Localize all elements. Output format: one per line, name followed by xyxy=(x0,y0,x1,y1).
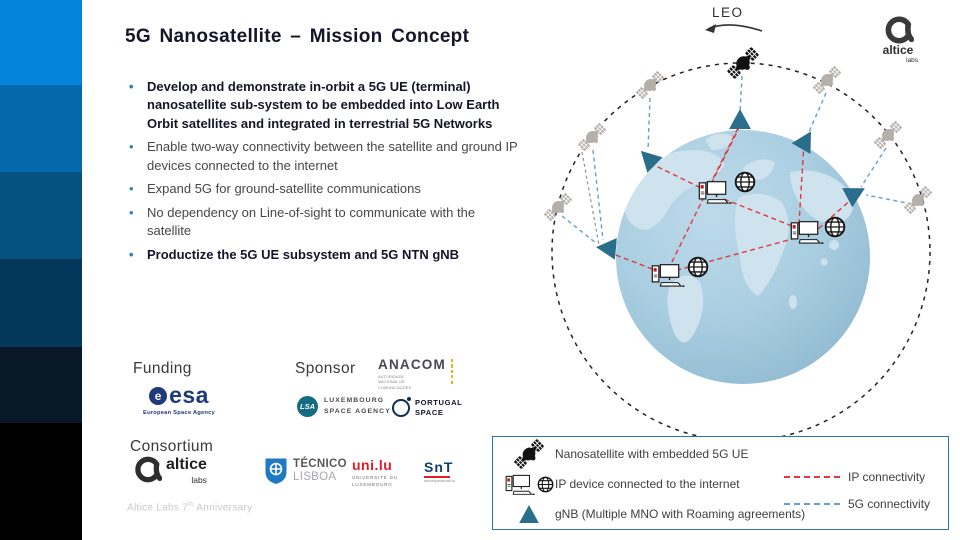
satellite-icon xyxy=(812,65,843,96)
nanosatellite-icon xyxy=(512,437,546,471)
tecnico-line1: TÉCNICO xyxy=(293,457,347,470)
gnb-triangle-icon xyxy=(595,236,617,259)
page-title: 5G Nanosatellite – Mission Concept xyxy=(125,26,470,47)
altice-labs-logo xyxy=(132,456,207,485)
funding-label: Funding xyxy=(133,360,192,377)
legend-connectivity-item xyxy=(784,490,940,517)
bullet-item: • Productize the 5G UE subsystem and 5G NTN gNB xyxy=(121,246,521,264)
satellite-icon xyxy=(577,122,608,153)
stripe-block-1 xyxy=(0,0,82,85)
portugal-space-logo xyxy=(392,398,462,418)
satellite-icon xyxy=(635,70,666,101)
left-color-stripe xyxy=(0,0,82,540)
bullet-list xyxy=(121,78,521,269)
connectivity-label: 5G connectivity xyxy=(848,496,931,511)
legend-connectivity-item xyxy=(784,463,940,490)
esa-subtitle: European Space Agency xyxy=(143,410,215,416)
consortium-label: Consortium xyxy=(130,438,214,455)
tecnico-shield-icon xyxy=(264,457,288,485)
legend-item-label: Nanosatellite with embedded 5G UE xyxy=(555,447,749,461)
ip-device-icon xyxy=(505,473,535,496)
legend xyxy=(492,436,949,530)
legend-item xyxy=(503,499,805,529)
altice-wordmark: altice xyxy=(882,43,914,57)
bullet-item: • Enable two-way connectivity between the satellite and ground IP devices connected to the internet xyxy=(121,138,521,175)
stripe-block-4 xyxy=(0,259,82,347)
sponsor-label: Sponsor xyxy=(295,360,356,377)
stripe-block-5 xyxy=(0,347,82,423)
satellite-icon xyxy=(903,185,934,216)
5g-connectivity-dash-icon xyxy=(784,503,840,505)
tecnico-line2: LISBOA xyxy=(293,471,337,483)
unilu-sub2: LUXEMBOURG xyxy=(352,481,393,487)
luxembourg-space-agency-logo xyxy=(297,396,391,417)
snt-logo xyxy=(424,460,455,483)
legend-item-label: gNB (Multiple MNO with Roaming agreements) xyxy=(555,507,806,521)
anacom-subtitle: AUTORIDADE NACIONAL DE COMUNICAÇÕES xyxy=(378,373,412,390)
leo-direction-arrow xyxy=(705,24,762,33)
portugal-space-circle-icon xyxy=(392,399,410,417)
anacom-wordmark: ANACOM xyxy=(378,357,446,372)
anacom-dots-icon xyxy=(451,358,454,390)
anacom-logo xyxy=(378,358,453,390)
unilu-wordmark: uni.lu xyxy=(352,457,393,473)
bullet-item: • No dependency on Line-of-sight to communicate with the satellite xyxy=(121,204,521,241)
internet-globe-icon xyxy=(537,476,554,493)
gnb-triangle-icon xyxy=(729,109,751,129)
earth-globe xyxy=(616,130,870,384)
esa-logo xyxy=(131,384,227,416)
internet-globe-icon xyxy=(736,173,755,192)
ip-connectivity-dash-icon xyxy=(784,476,840,478)
leo-label: LEO xyxy=(712,5,744,20)
connectivity-label: IP connectivity xyxy=(848,469,926,484)
lsa-circle-icon: LSA xyxy=(297,396,318,417)
bullet-item: • Expand 5G for ground-satellite communications xyxy=(121,180,521,198)
tecnico-lisboa-logo xyxy=(264,457,347,485)
bullet-item: • Develop and demonstrate in-orbit a 5G UE (terminal) nanosatellite sub-system to be embedded into Low Earth Orbit satellites and integrated in terrestrial 5G Networks xyxy=(121,78,521,133)
stripe-block-6 xyxy=(0,423,82,540)
footer-text: Altice Labs 7th Anniversary xyxy=(127,502,253,514)
internet-globe-icon xyxy=(826,218,845,237)
altice-wordmark: altice xyxy=(166,456,207,473)
stripe-block-3 xyxy=(0,172,82,259)
gnb-triangle-icon xyxy=(519,505,539,523)
snt-wordmark: SnT xyxy=(424,459,454,475)
internet-globe-icon xyxy=(689,258,708,277)
stripe-block-2 xyxy=(0,85,82,172)
nanosatellite-icon xyxy=(726,46,761,81)
feeder-link-line xyxy=(582,152,599,245)
snt-underline xyxy=(424,476,450,478)
satellite-icon xyxy=(873,120,904,151)
portugal-space-line2: SPACE xyxy=(415,407,444,417)
legend-item-label: IP device connected to the internet xyxy=(555,477,740,491)
altice-labs-sub: labs xyxy=(906,57,918,64)
satellite-icon xyxy=(543,192,574,223)
portugal-space-line1: PORTUGAL xyxy=(415,398,463,407)
lsa-line2: SPACE AGENCY xyxy=(324,407,391,415)
esa-wordmark: esa xyxy=(169,382,209,408)
legend-item xyxy=(503,469,805,499)
altice-labs-sub: labs xyxy=(191,475,207,485)
altice-swirl-icon xyxy=(132,456,162,483)
unilu-logo xyxy=(352,458,398,489)
unilu-sub1: UNIVERSITÉ DU xyxy=(352,475,398,480)
lsa-line1: LUXEMBOURG xyxy=(324,397,385,405)
esa-disc-icon: e xyxy=(149,387,167,405)
legend-item xyxy=(503,439,805,469)
snt-subtitle: securityandtrust.lu xyxy=(424,479,455,483)
mission-concept-diagram xyxy=(500,0,960,436)
